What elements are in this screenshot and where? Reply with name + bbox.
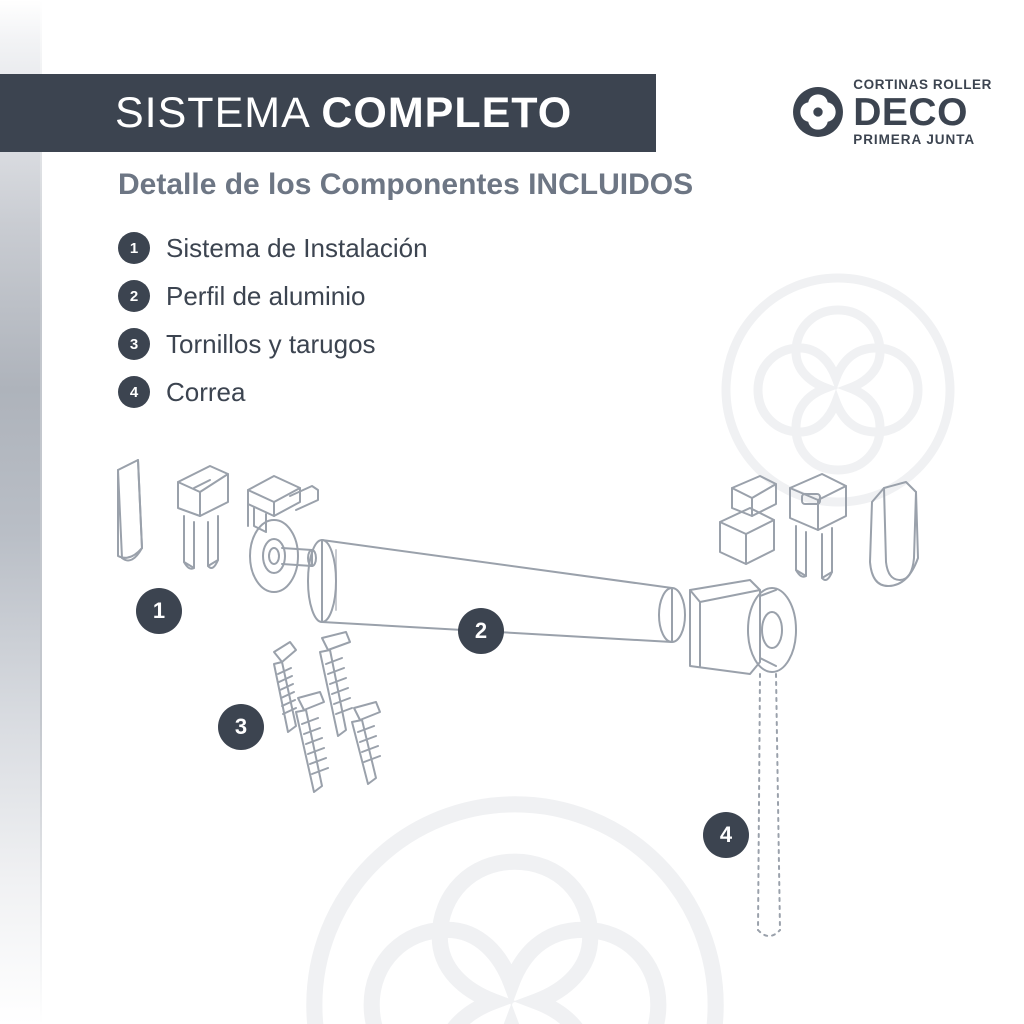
legend-item-2 xyxy=(118,272,718,320)
page-title-light: SISTEMA xyxy=(115,88,322,137)
deco-flower-logo-icon xyxy=(792,86,844,138)
logo-top-line: CORTINAS ROLLER xyxy=(853,77,992,92)
legend-label-4: Correa xyxy=(166,376,246,407)
page-title xyxy=(115,89,572,138)
legend-item-4 xyxy=(118,368,718,416)
brand-logo xyxy=(792,78,992,146)
part-tapa-lateral xyxy=(118,460,142,560)
screw-2 xyxy=(320,632,352,736)
logo-bottom-line: PRIMERA JUNTA xyxy=(853,131,976,147)
part-tornillos xyxy=(274,632,380,792)
part-cadena-correa xyxy=(758,674,780,936)
screw-4 xyxy=(352,702,380,784)
legend-item-3 xyxy=(118,320,718,368)
title-bar xyxy=(0,74,656,152)
part-soporte-pared xyxy=(178,466,228,569)
logo-brand: DECO xyxy=(853,90,968,134)
section-subtitle: Detalle de los Componentes INCLUIDOS xyxy=(118,168,694,201)
diagram-callout-4: 4 xyxy=(703,812,749,858)
legend-badge-1: 1 xyxy=(118,232,150,264)
logo-wordmark xyxy=(853,78,992,146)
part-tapa-derecha xyxy=(870,482,918,586)
left-gradient-divider xyxy=(40,0,42,1024)
diagram-callout-2: 2 xyxy=(458,608,504,654)
diagram-callout-1: 1 xyxy=(136,588,182,634)
page-title-bold: COMPLETO xyxy=(321,88,573,137)
diagram-callout-3: 3 xyxy=(218,704,264,750)
part-soporte-derecho xyxy=(720,476,776,564)
legend-label-3: Tornillos y tarugos xyxy=(166,328,376,359)
legend-label-1: Sistema de Instalación xyxy=(166,232,428,263)
legend-badge-2: 2 xyxy=(118,280,150,312)
left-gradient-bar xyxy=(0,0,40,1024)
legend-label-2: Perfil de aluminio xyxy=(166,280,366,311)
screw-3 xyxy=(296,692,328,792)
part-mecanismo-con-cadena xyxy=(690,580,796,674)
legend-badge-4: 4 xyxy=(118,376,150,408)
exploded-parts-diagram xyxy=(60,430,1010,990)
part-soporte-lateral-derecho xyxy=(790,474,846,580)
components-legend xyxy=(118,224,718,416)
part-contera-con-eje xyxy=(250,520,316,592)
legend-item-1 xyxy=(118,224,718,272)
legend-badge-3: 3 xyxy=(118,328,150,360)
screw-1 xyxy=(274,642,296,732)
